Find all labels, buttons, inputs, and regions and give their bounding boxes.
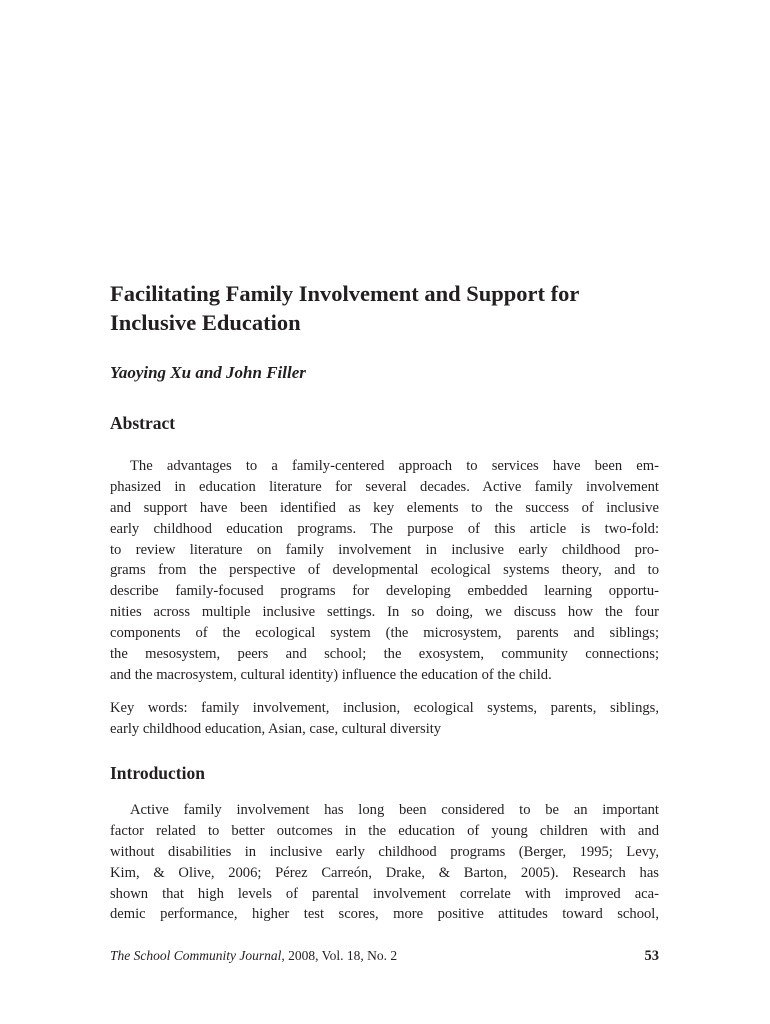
introduction-line: shown that high levels of parental involvement correlate with improved aca- [110,885,659,902]
abstract-line: the mesosystem, peers and school; the exosystem, community connections; [110,646,659,663]
abstract-line: early childhood education programs. The purpose of this article is two-fold: [110,520,659,537]
abstract-line: describe family-focused programs for developing embedded learning opportu- [110,583,659,600]
abstract-line: The advantages to a family-centered approach to services have been em- [130,458,659,474]
journal-name: The School Community Journal [110,948,282,963]
introduction-heading: Introduction [110,763,205,783]
introduction-paragraph [110,800,659,925]
abstract-heading: Abstract [110,413,176,433]
abstract-line: and support have been identified as key elements to the success of inclusive [110,499,659,516]
abstract-line: grams from the perspective of developmental ecological systems theory, and to [110,562,659,579]
abstract-paragraph [110,456,659,686]
journal-details: , 2008, Vol. 18, No. 2 [281,948,398,963]
abstract-line: to review literature on family involvement in inclusive early childhood pro- [110,541,659,558]
keywords-paragraph [110,698,659,740]
introduction-line: Kim, & Olive, 2006; Pérez Carreón, Drake, & Barton, 2005). Research has [110,864,659,881]
keywords-line: early childhood education, Asian, case, cultural diversity [110,720,442,737]
article-authors: Yaoying Xu and John Filler [110,363,306,382]
abstract-line: phasized in education literature for several decades. Active family involvement [110,478,659,495]
article-title [110,279,670,337]
journal-citation [110,945,397,967]
page-footer [110,945,659,967]
abstract-line: nities across multiple inclusive settings. In so doing, we discuss how the four [110,604,659,621]
abstract-line: and the macrosystem, cultural identity) influence the education of the child. [110,666,552,683]
page-number: 53 [644,948,659,964]
article-title-line: Inclusive Education [110,310,301,335]
introduction-line: Active family involvement has long been considered to be an important [130,802,659,818]
introduction-line: without disabilities in inclusive early childhood programs (Berger, 1995; Levy, [110,843,659,860]
abstract-line: components of the ecological system (the microsystem, parents and siblings; [110,625,659,642]
article-title-line: Facilitating Family Involvement and Support for [110,281,580,306]
introduction-line: factor related to better outcomes in the education of young children with and [110,822,659,839]
introduction-line: demic performance, higher test scores, more positive attitudes toward school, [110,906,659,923]
keywords-line: Key words: family involvement, inclusion, ecological systems, parents, siblings, [110,700,659,716]
